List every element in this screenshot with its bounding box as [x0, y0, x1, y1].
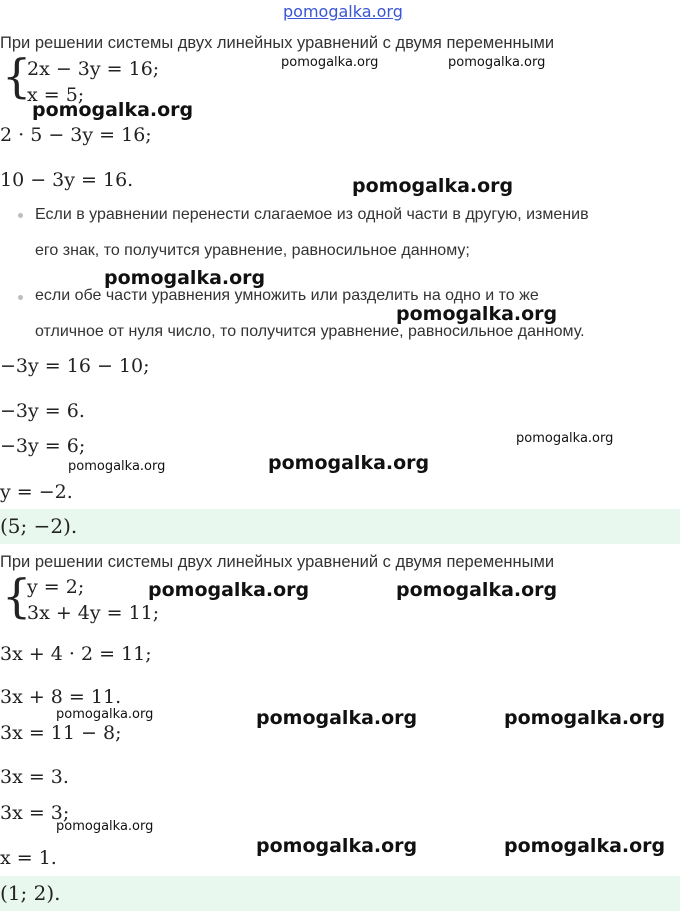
equation-line: 3x = 11 − 8;: [0, 722, 122, 744]
watermark: pomogalka.org: [516, 431, 614, 446]
rule-text: его знак, то получится уравнение, равносильное данному;: [35, 242, 470, 259]
intro-text: При решении системы двух линейных уравнений с двумя переменными: [0, 553, 555, 571]
watermark: pomogalka.org: [504, 835, 666, 857]
equation-line: x = 5;: [27, 84, 85, 106]
answer: (5; −2).: [0, 514, 78, 538]
equation-line: 10 − 3y = 16.: [0, 169, 134, 191]
equation-line: 3x = 3;: [0, 802, 70, 824]
system-brace: {: [2, 49, 32, 103]
bullet-dot: [18, 295, 23, 300]
watermark: pomogalka.org: [104, 267, 266, 289]
equation-line: 2x − 3y = 16;: [27, 58, 160, 80]
equation-line: 2 · 5 − 3y = 16;: [0, 124, 152, 146]
watermark: pomogalka.org: [68, 459, 166, 474]
watermark: pomogalka.org: [56, 707, 154, 722]
equation-line: −3y = 6;: [0, 435, 86, 457]
equation-line: 3x = 3.: [0, 766, 69, 788]
watermark: pomogalka.org: [396, 579, 558, 601]
watermark: pomogalka.org: [256, 835, 418, 857]
watermark: pomogalka.org: [396, 303, 558, 325]
watermark: pomogalka.org: [268, 452, 430, 474]
equation-line: y = 2;: [27, 576, 85, 598]
rule-text: Если в уравнении перенести слагаемое из одной части в другую, изменив: [35, 206, 589, 223]
equation-line: x = 1.: [0, 847, 57, 869]
answer: (1; 2).: [0, 881, 61, 905]
rule-text: отличное от нуля число, то получится уравнение, равносильное данному.: [35, 323, 585, 340]
watermark: pomogalka.org: [148, 579, 310, 601]
answer-band: [0, 509, 680, 544]
equation-line: −3y = 6.: [0, 400, 85, 422]
watermark: pomogalka.org: [32, 99, 194, 121]
equation-line: 3x + 8 = 11.: [0, 686, 122, 708]
bullet-dot: [18, 213, 23, 218]
equation-line: y = −2.: [0, 481, 73, 503]
equation-line: 3x + 4 · 2 = 11;: [0, 643, 152, 665]
watermark: pomogalka.org: [352, 175, 514, 197]
rule-text: если обе части уравнения умножить или разделить на одно и то же: [35, 287, 539, 304]
watermark: pomogalka.org: [504, 707, 666, 729]
watermark: pomogalka.org: [448, 55, 546, 70]
watermark: pomogalka.org: [256, 707, 418, 729]
watermark: pomogalka.org: [281, 55, 379, 70]
intro-text: При решении системы двух линейных уравнений с двумя переменными: [0, 34, 555, 52]
equation-line: −3y = 16 − 10;: [0, 355, 150, 377]
answer-band: [0, 876, 680, 911]
system-brace: {: [2, 569, 32, 623]
site-link[interactable]: pomogalka.org: [283, 2, 403, 21]
equation-line: 3x + 4y = 11;: [27, 602, 160, 624]
watermark: pomogalka.org: [56, 819, 154, 834]
